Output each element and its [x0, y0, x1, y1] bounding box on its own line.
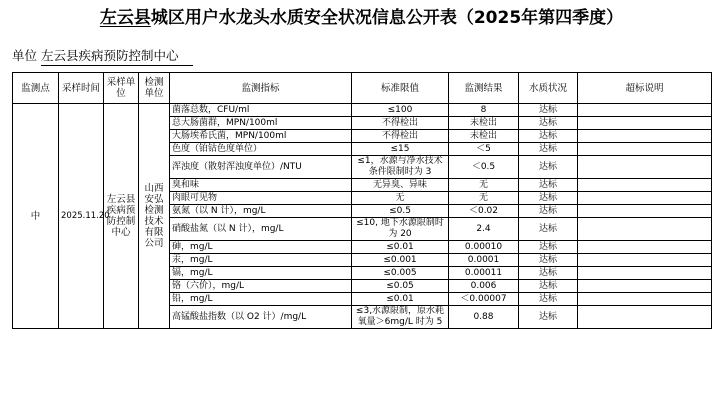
page-title [0, 6, 723, 30]
result-cell: 未检出 [449, 117, 519, 130]
status-cell: 达标 [519, 130, 578, 143]
indicator-cell: 氨氮（以 N 计），mg/L [170, 205, 352, 218]
indicator-cell: 浑浊度（散射浑浊度单位）/NTU [170, 156, 352, 179]
result-cell: ＜0.02 [449, 205, 519, 218]
limit-cell: 不得检出 [352, 117, 449, 130]
result-cell: 8 [449, 104, 519, 117]
header-cell: 标准限值 [352, 73, 449, 104]
indicator-cell: 镉，mg/L [170, 267, 352, 280]
indicator-cell: 色度（铂钴色度单位） [170, 143, 352, 156]
note-cell [578, 306, 712, 329]
testing-unit: 山西安弘检测技术有限公司 [139, 104, 170, 329]
indicator-cell: 砷，mg/L [170, 241, 352, 254]
header-cell: 采样时间 [59, 73, 104, 104]
result-cell: ＜0.00007 [449, 293, 519, 306]
note-cell [578, 156, 712, 179]
limit-cell: ≤100 [352, 104, 449, 117]
status-cell: 达标 [519, 280, 578, 293]
sampling-unit: 左云县疾病预防控制中心 [104, 104, 139, 329]
result-cell: ＜5 [449, 143, 519, 156]
title-text: 城区用户水龙头水质安全状况信息公开表（2025年第四季度） [150, 8, 624, 28]
status-cell: 达标 [519, 143, 578, 156]
note-cell [578, 130, 712, 143]
limit-cell: ≤0.01 [352, 241, 449, 254]
limit-cell: ≤3,水源限制，原水耗氧量＞6mg/L 时为 5 [352, 306, 449, 329]
note-cell [578, 254, 712, 267]
indicator-cell: 臭和味 [170, 179, 352, 192]
result-cell: 无 [449, 192, 519, 205]
water-quality-table [12, 72, 712, 329]
limit-cell: ≤15 [352, 143, 449, 156]
limit-cell: ≤0.005 [352, 267, 449, 280]
header-cell: 监测指标 [170, 73, 352, 104]
indicator-cell: 大肠埃希氏菌，MPN/100ml [170, 130, 352, 143]
status-cell: 达标 [519, 205, 578, 218]
limit-cell: ≤10, 地下水源限制时为 20 [352, 218, 449, 241]
indicator-cell: 肉眼可见物 [170, 192, 352, 205]
indicator-cell: 铅，mg/L [170, 293, 352, 306]
note-cell [578, 280, 712, 293]
sample-date: 2025.11.20 [59, 104, 104, 329]
title-county: 左云县 [99, 8, 151, 28]
limit-cell: ≤0.05 [352, 280, 449, 293]
unit-label: 单位 [12, 48, 38, 63]
header-cell: 监测结果 [449, 73, 519, 104]
status-cell: 达标 [519, 179, 578, 192]
note-cell [578, 218, 712, 241]
header-cell: 采样单位 [104, 73, 139, 104]
result-cell: 0.88 [449, 306, 519, 329]
limit-cell: ≤0.5 [352, 205, 449, 218]
note-cell [578, 179, 712, 192]
result-cell: 2.4 [449, 218, 519, 241]
status-cell: 达标 [519, 293, 578, 306]
result-cell: ＜0.5 [449, 156, 519, 179]
limit-cell: ≤1，水源与净水技术条件限制时为 3 [352, 156, 449, 179]
indicator-cell: 铬（六价），mg/L [170, 280, 352, 293]
status-cell: 达标 [519, 117, 578, 130]
result-cell: 0.00011 [449, 267, 519, 280]
result-cell: 0.00010 [449, 241, 519, 254]
result-cell: 无 [449, 179, 519, 192]
sample-point: 中 [13, 104, 59, 329]
limit-cell: 无异臭、异味 [352, 179, 449, 192]
header-cell: 监测点 [13, 73, 59, 104]
table-header-row [13, 73, 712, 104]
note-cell [578, 267, 712, 280]
limit-cell: ≤0.001 [352, 254, 449, 267]
header-cell: 超标说明 [578, 73, 712, 104]
table-row [13, 104, 712, 117]
note-cell [578, 143, 712, 156]
status-cell: 达标 [519, 104, 578, 117]
header-cell: 检测单位 [139, 73, 170, 104]
unit-value: 左云县疾病预防控制中心 [41, 47, 193, 66]
result-cell: 0.006 [449, 280, 519, 293]
status-cell: 达标 [519, 156, 578, 179]
status-cell: 达标 [519, 267, 578, 280]
note-cell [578, 192, 712, 205]
indicator-cell: 总大肠菌群，MPN/100ml [170, 117, 352, 130]
status-cell: 达标 [519, 218, 578, 241]
note-cell [578, 117, 712, 130]
status-cell: 达标 [519, 241, 578, 254]
limit-cell: 无 [352, 192, 449, 205]
limit-cell: 不得检出 [352, 130, 449, 143]
note-cell [578, 241, 712, 254]
note-cell [578, 293, 712, 306]
note-cell [578, 205, 712, 218]
limit-cell: ≤0.01 [352, 293, 449, 306]
status-cell: 达标 [519, 192, 578, 205]
result-cell: 未检出 [449, 130, 519, 143]
status-cell: 达标 [519, 306, 578, 329]
unit-line [12, 47, 193, 66]
result-cell: 0.0001 [449, 254, 519, 267]
note-cell [578, 104, 712, 117]
indicator-cell: 汞，mg/L [170, 254, 352, 267]
status-cell: 达标 [519, 254, 578, 267]
indicator-cell: 硝酸盐氮（以 N 计），mg/L [170, 218, 352, 241]
indicator-cell: 菌落总数，CFU/ml [170, 104, 352, 117]
header-cell: 水质状况 [519, 73, 578, 104]
indicator-cell: 高锰酸盐指数（以 O2 计）/mg/L [170, 306, 352, 329]
